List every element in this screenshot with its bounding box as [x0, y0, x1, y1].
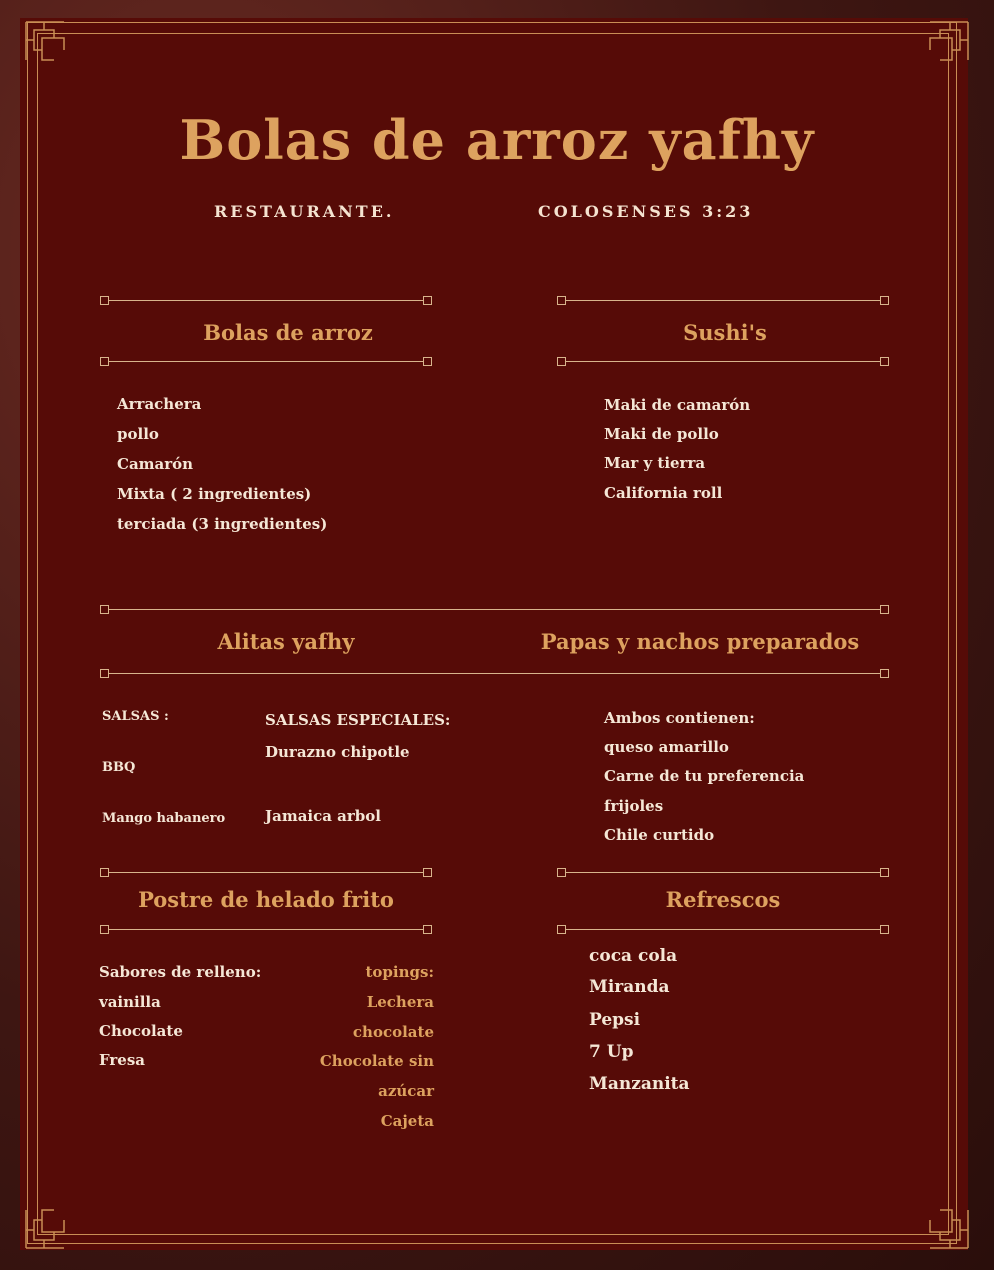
- menu-item: Cajeta: [380, 1112, 434, 1130]
- topings-label: topings:: [365, 963, 434, 981]
- menu-item: Miranda: [589, 977, 670, 997]
- menu-item: Fresa: [99, 1051, 145, 1069]
- menu-item: Durazno chipotle: [265, 743, 410, 761]
- menu-item: Pepsi: [589, 1010, 641, 1030]
- section-rule: [104, 872, 428, 873]
- menu-item: Jamaica arbol: [265, 807, 381, 825]
- menu-item: Arrachera: [117, 395, 202, 413]
- menu-item: pollo: [117, 425, 159, 443]
- menu-item: Maki de pollo: [604, 425, 719, 443]
- corner-ornament-bottom-right: [908, 1188, 970, 1250]
- menu-item: chocolate: [352, 1023, 434, 1041]
- menu-item: Mixta ( 2 ingredientes): [117, 485, 312, 503]
- section-rule: [561, 929, 885, 930]
- menu-item: Mango habanero: [102, 811, 226, 826]
- menu-item: terciada (3 ingredientes): [117, 515, 328, 533]
- corner-ornament-top-right: [908, 20, 970, 82]
- section-heading-papas: Papas y nachos preparados: [540, 629, 860, 654]
- menu-item: 7 Up: [589, 1042, 634, 1062]
- menu-item: azúcar: [378, 1082, 434, 1100]
- subtitle-verse: COLOSENSES 3:23: [538, 202, 754, 221]
- menu-item: Chocolate sin: [319, 1052, 434, 1070]
- section-rule: [561, 300, 885, 301]
- sabores-label: Sabores de relleno:: [99, 963, 262, 981]
- section-rule: [561, 872, 885, 873]
- corner-ornament-top-left: [24, 20, 86, 82]
- salsas-especiales-label: SALSAS ESPECIALES:: [265, 711, 451, 729]
- section-heading-bolas: Bolas de arroz: [203, 320, 373, 345]
- menu-item: California roll: [604, 484, 723, 502]
- menu-item: Carne de tu preferencia: [604, 767, 805, 785]
- corner-ornament-bottom-left: [24, 1188, 86, 1250]
- menu-item: vainilla: [99, 993, 161, 1011]
- menu-item: frijoles: [604, 797, 664, 815]
- subtitle-restaurant: RESTAURANTE.: [214, 202, 395, 221]
- section-rule: [104, 300, 428, 301]
- papas-note: Ambos contienen:: [604, 709, 755, 727]
- menu-item: Chocolate: [99, 1022, 183, 1040]
- menu-item: Manzanita: [589, 1074, 690, 1094]
- menu-item: Lechera: [366, 993, 434, 1011]
- salsas-label: SALSAS :: [102, 709, 169, 724]
- menu-item: Camarón: [117, 455, 194, 473]
- section-heading-sushis: Sushi's: [683, 320, 767, 345]
- section-heading-refrescos: Refrescos: [665, 887, 781, 912]
- menu-item: coca cola: [589, 946, 678, 966]
- menu-item: Maki de camarón: [604, 396, 751, 414]
- section-rule: [561, 361, 885, 362]
- menu-item: BBQ: [102, 760, 136, 775]
- section-rule: [104, 361, 428, 362]
- section-rule: [104, 609, 885, 610]
- section-heading-postre: Postre de helado frito: [138, 887, 394, 912]
- page-title: Bolas de arroz yafhy: [179, 108, 815, 172]
- menu-item: Mar y tierra: [604, 454, 706, 472]
- menu-item: Chile curtido: [604, 826, 715, 844]
- section-heading-alitas: Alitas yafhy: [217, 629, 355, 654]
- menu-item: queso amarillo: [604, 738, 729, 756]
- section-rule: [104, 673, 885, 674]
- section-rule: [104, 929, 428, 930]
